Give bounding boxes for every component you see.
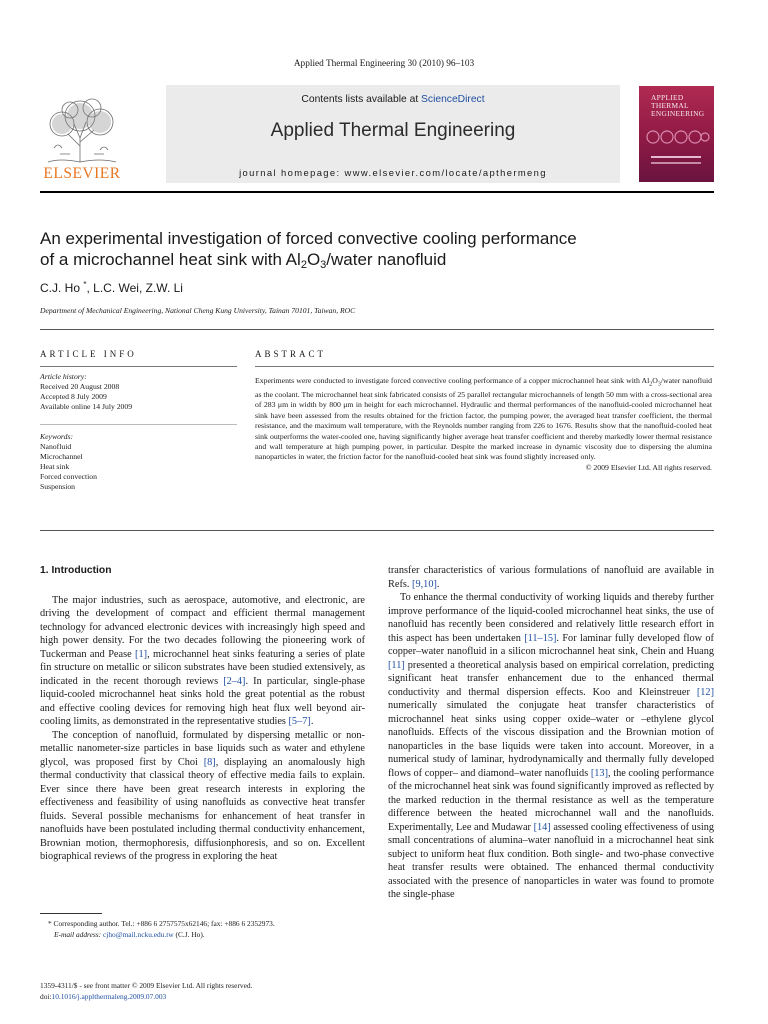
paragraph: The major industries, such as aerospace, automotive, and electronic, are driving the development of compact and efficient thermal management technology for advanced electronic devices with increasingly high speed and high power density. For the two decades following the pioneering work of Tuckerman and Pease [1], microchannel heat sinks featuring a series of plate fin structure on metallic or silicon substrates have been studied extensively, as indicated in the recent thorough reviews [2–4]. In particular, single-phase liquid-cooled microchannel heat sinks hold the great potential as the robust and effective cooling devices for removing high heat flux well beyond air-cooling limits, as demonstrated in the representative studies [5–7]. bbox=[40, 594, 365, 727]
info-divider bbox=[40, 424, 237, 425]
author-first: C.J. Ho bbox=[40, 281, 81, 295]
citation-link[interactable]: [14] bbox=[533, 821, 551, 833]
keyword: Suspension bbox=[40, 481, 76, 491]
email-link[interactable]: cjho@mail.ncku.edu.tw bbox=[103, 929, 174, 939]
copyright: © 2009 Elsevier Ltd. All rights reserved. bbox=[585, 462, 712, 472]
journal-title: Applied Thermal Engineering bbox=[270, 120, 516, 141]
keywords-heading: Keywords: bbox=[40, 432, 74, 441]
keyword: Microchannel bbox=[40, 451, 83, 461]
contents-prefix: Contents lists available at bbox=[301, 94, 422, 105]
abstract-text: Experiments were conducted to investigate forced convective cooling performance of a copper microchannel heat sink with $Al_2O_3$/water nanofluid as the coolant. The microchannel heat sink fabricated consists of 25 parallel rectangular microchannels of length 50 mm with a cross-sectional area of 283 μm in width by 800 μm in height for each microchannel. Hydraulic and thermal performances of the nanofluid-cooled microchannel heat sink have been assessed from the results obtained for the friction factor, the pumping power, the averaged heat transfer coefficient, the thermal resistance, and the maximum wall temperature, with the Reynolds number ranging from 226 to 1676. Results show that the nanofluid-cooled heat sink outperforms the water-cooled one, having significantly higher average heat transfer coefficient and thereby markedly lower thermal resistance and wall temperature at high pumping power, in particular. Despite the marked increase in dynamic viscosity due to dispersing the alumina nanoparticles in water, the friction factor for the nanofluid-cooled heat sink was found slightly increased only. © 2009 Elsevier Ltd. All rights reserved. bbox=[255, 376, 712, 472]
journal-cover-thumbnail bbox=[639, 86, 714, 182]
cover-line: ENGINEERING bbox=[651, 109, 705, 118]
doi-link[interactable]: 10.1016/j.applthermaleng.2009.07.003 bbox=[51, 991, 167, 1001]
history-received: Received 20 August 2008 bbox=[40, 381, 120, 391]
contents-line bbox=[166, 94, 620, 105]
abstract-bottom-rule bbox=[40, 530, 714, 531]
info-rule bbox=[40, 366, 237, 367]
keyword: Forced convection bbox=[40, 471, 97, 481]
publication-notes bbox=[40, 981, 370, 1002]
cover-line: APPLIED bbox=[651, 93, 684, 102]
journal-homepage[interactable]: journal homepage: www.elsevier.com/locate/apthermeng bbox=[239, 167, 547, 178]
header-rule bbox=[40, 191, 714, 193]
history-accepted: Accepted 8 July 2009 bbox=[40, 391, 107, 401]
affiliation: Department of Mechanical Engineering, National Cheng Kung University, Tainan 70101, Taiwan, ROC bbox=[40, 306, 356, 315]
citation-link[interactable]: [12] bbox=[696, 686, 714, 698]
cover-title bbox=[651, 94, 711, 118]
citation-link[interactable]: [1] bbox=[135, 648, 148, 660]
doi-line: doi:10.1016/j.applthermaleng.2009.07.003 bbox=[40, 991, 167, 1001]
citation-link[interactable]: [2–4] bbox=[223, 675, 246, 687]
citation-link[interactable]: [9,10] bbox=[412, 578, 437, 590]
cover-line: THERMAL bbox=[651, 101, 689, 110]
title-line-1: An experimental investigation of forced convective cooling performance bbox=[40, 229, 577, 248]
article-title bbox=[40, 228, 730, 270]
corresponding-mark[interactable]: * bbox=[83, 280, 87, 289]
body-column-left bbox=[40, 564, 365, 864]
title-line-2: of a microchannel heat sink with $Al_2O_3$/water nanofluid bbox=[40, 250, 447, 271]
citation-link[interactable]: [5–7] bbox=[288, 716, 311, 727]
sciencedirect-link[interactable]: ScienceDirect bbox=[421, 94, 485, 105]
running-head: Applied Thermal Engineering 30 (2010) 96–103 bbox=[293, 59, 475, 69]
authors-rest: , L.C. Wei, Z.W. Li bbox=[86, 281, 183, 295]
article-history bbox=[40, 372, 235, 412]
issn-line: 1359-4311/$ - see front matter © 2009 Elsevier Ltd. All rights reserved. bbox=[40, 981, 253, 990]
paragraph: transfer characteristics of various formulations of nanofluid are available in Refs. [9,10]. bbox=[388, 565, 714, 590]
citation-link[interactable]: [13] bbox=[590, 767, 608, 779]
elsevier-logo-text: ELSEVIER bbox=[43, 165, 121, 182]
article-info-label: ARTICLE INFO bbox=[40, 349, 137, 359]
keyword: Nanofluid bbox=[40, 441, 72, 451]
keywords bbox=[40, 432, 235, 491]
citation-link[interactable]: [8] bbox=[203, 756, 216, 768]
citation-link[interactable]: [11–15] bbox=[524, 632, 557, 644]
history-heading: Article history: bbox=[40, 372, 87, 381]
abstract-label: ABSTRACT bbox=[255, 349, 327, 359]
authors bbox=[40, 280, 183, 295]
title-rule bbox=[40, 329, 714, 330]
keyword: Heat sink bbox=[40, 461, 70, 471]
history-online: Available online 14 July 2009 bbox=[40, 401, 133, 411]
body-column-right bbox=[388, 564, 714, 902]
footnote-rule bbox=[40, 913, 102, 914]
footnote: * Corresponding author. Tel.: +886 6 2757575x62146; fax: +886 6 2352973. E-mail address: cjho@mail.ncku.edu.tw (C.J. Ho). bbox=[48, 919, 275, 939]
section-heading: 1. Introduction bbox=[40, 565, 112, 576]
citation-link[interactable]: [11] bbox=[388, 659, 405, 671]
cover-decoration-icon bbox=[643, 124, 711, 150]
abstract-rule bbox=[255, 366, 714, 367]
paragraph: The conception of nanofluid, formulated by dispersing metallic or non-metallic nanometer-size particles in base liquids such as water and ethylene glycol, was proposed first by Choi [8], displaying an anomalously high thermal conductivity that classical theory of effective media fails to explain. Ever since there have been great research interests in exploring the effectiveness and feasibility of using nanofluids as convective heat transfer fluids. Several possible mechanisms for enhancement of heat transfer in nanofluids have been postulated including thermal conductivity enhancement, Brownian motion, thermophoresis, diffusionphoresis, and so on. Excellent biographical reviews of the progress in exploring the heat bbox=[40, 729, 365, 862]
paragraph: To enhance the thermal conductivity of working liquids and thereby further improve performance of the liquid-cooled microchannel heat sinks, the use of nanofluid has recently been considered and relatively little research effort in this aspect has been undertaken [11–15]. For laminar fully developed flow of copper–water nanofluid in a silicon microchannel heat sink, Chein and Huang [11] presented a theoretical analysis based on empirical correlation, predicting significant heat transfer enhancement due to the enhanced thermal conductivity and thermal dispersion effects. Koo and Kleinstreuer [12] numerically simulated the conjugate heat transfer characteristics of microchannel heat sinks using copper oxide–water or –ethylene glycol nanofluids. Effects of the viscous dissipation and the Brownian motion of nanoparticles in the base liquids were taken into account. Moreover, in a numerical study of laminar, hydrodynamically and thermally fully developed flows of copper– and diamond–water nanofluids [13], the cooling performance of the microchannel heat sink was found significantly improved as reflected by the marked reduction in the thermal resistance as well as the temperature difference between the heated microchannel wall and the nanofluids. Experimentally, Lee and Mudawar [14] assessed cooling effectiveness of using small concentrations of alumina–water nanofluid in a microchannel heat sink subject to uniform heat flux condition. Both single- and two-phase convective heat transfer results were obtained. The enhanced thermal conductivity associated with the presence of nanoparticles in water was found to promote the single-phase bbox=[388, 592, 714, 900]
